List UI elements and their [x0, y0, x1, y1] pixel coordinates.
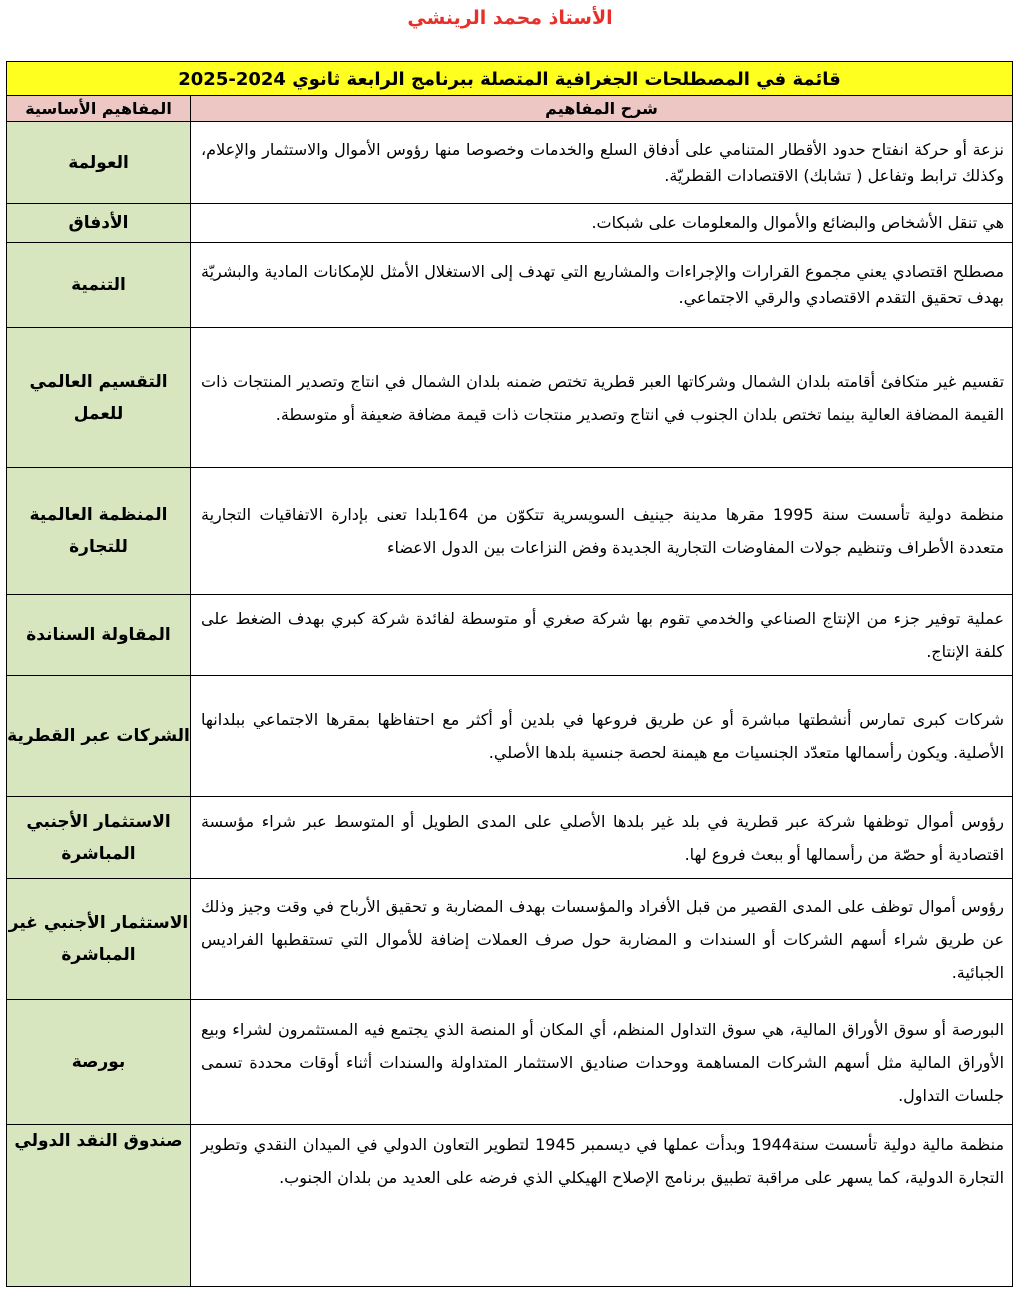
definition-cell: البورصة أو سوق الأوراق المالية، هي سوق التداول المنظم، أي المكان أو المنصة الذي يجتمع فيه المستثمرون لشراء وبيع الأوراق المالية مثل أسهم الشركات المساهمة ووحدات صناديق الاستثمار المتداولة والسندات أثناء أوقات محددة تسمى جلسات التداول.	[191, 1000, 1013, 1125]
term-cell: التقسيم العالمي للعمل	[7, 328, 191, 468]
term-cell: صندوق النقد الدولي	[7, 1125, 191, 1287]
table-row	[7, 797, 1013, 879]
term-cell: الاستثمار الأجنبي غير المباشرة	[7, 879, 191, 1000]
definition-cell: مصطلح اقتصادي يعني مجموع القرارات والإجراءات والمشاريع التي تهدف إلى الاستغلال الأمثل للإمكانات المادية والبشريّة بهدف تحقيق التقدم الاقتصادي والرقي الاجتماعي.	[191, 243, 1013, 328]
table-row	[7, 328, 1013, 468]
definition-cell: عملية توفير جزء من الإنتاج الصناعي والخدمي تقوم بها شركة صغري أو متوسطة لفائدة شركة كبري بهدف الضغط على كلفة الإنتاج.	[191, 595, 1013, 676]
table-row	[7, 879, 1013, 1000]
definition-cell: هي تنقل الأشخاص والبضائع والأموال والمعلومات على شبكات.	[191, 204, 1013, 243]
term-cell: الشركات عبر القطرية	[7, 676, 191, 797]
definitions-header: شرح المفاهيم	[191, 96, 1013, 122]
terms-header: المفاهيم الأساسية	[7, 96, 191, 122]
term-cell: المقاولة السناندة	[7, 595, 191, 676]
term-cell: الأدفاق	[7, 204, 191, 243]
definition-cell: شركات كبرى تمارس أنشطتها مباشرة أو عن طريق فروعها في بلدين أو أكثر مع احتفاظها بمقرها الاجتماعي ببلدانها الأصلية. ويكون رأسمالها متعدّد الجنسيات مع هيمنة لحصة جنسية بلدها الأصلي.	[191, 676, 1013, 797]
term-cell: المنظمة العالمية للتجارة	[7, 468, 191, 595]
glossary-table	[6, 61, 1013, 1287]
table-row	[7, 595, 1013, 676]
table-row	[7, 204, 1013, 243]
definition-cell: تقسيم غير متكافئ أقامته بلدان الشمال وشركاتها العبر قطرية تختص ضمنه بلدان الشمال في انتاج وتصدير المنتجات ذات القيمة المضافة العالية بينما تختص بلدان الجنوب في انتاج وتصدير منتجات ذات قيمة مضافة ضعيفة أو متوسطة.	[191, 328, 1013, 468]
author-name: الأستاذ محمد الرينشي	[407, 7, 613, 29]
table-row	[7, 1000, 1013, 1125]
table-row	[7, 468, 1013, 595]
title-row	[7, 62, 1013, 96]
table-row	[7, 122, 1013, 204]
definition-cell: منظمة دولية تأسست سنة 1995 مقرها مدينة جينيف السويسرية تتكوّن من 164بلدا تعنى بإدارة الاتفاقيات التجارية متعددة الأطراف وتنظيم جولات المفاوضات التجارية الجديدة وفض النزاعات بين الدول الاعضاء	[191, 468, 1013, 595]
table-row	[7, 1125, 1013, 1287]
definition-cell: رؤوس أموال توظف على المدى القصير من قبل الأفراد والمؤسسات بهدف المضاربة و تحقيق الأرباح في وقت وجيز وذلك عن طريق شراء أسهم الشركات أو السندات و المضاربة حول صرف العملات إضافة للأموال التي تستقطبها الفراديس الجبائية.	[191, 879, 1013, 1000]
table-title: قائمة في المصطلحات الجغرافية المتصلة ببرنامج الرابعة ثانوي 2024-2025	[7, 62, 1013, 96]
term-cell: الاستثمار الأجنبي المباشرة	[7, 797, 191, 879]
term-cell: بورصة	[7, 1000, 191, 1125]
table-row	[7, 676, 1013, 797]
definition-cell: منظمة مالية دولية تأسست سنة1944 وبدأت عملها في ديسمبر 1945 لتطوير التعاون الدولي في الميدان النقدي وتطوير التجارة الدولية، كما يسهر على مراقبة تطبيق برنامج الإصلاح الهيكلي الذي فرضه على العديد من بلدان الجنوب.	[191, 1125, 1013, 1287]
term-cell: التنمية	[7, 243, 191, 328]
definition-cell: رؤوس أموال توظفها شركة عبر قطرية في بلد غير بلدها الأصلي على المدى الطويل أو المتوسط عبر شراء مؤسسة اقتصادية أو حصّة من رأسمالها أو ببعث فروع لها.	[191, 797, 1013, 879]
term-cell: العولمة	[7, 122, 191, 204]
header-row	[7, 96, 1013, 122]
table-row	[7, 243, 1013, 328]
definition-cell: نزعة أو حركة انفتاح حدود الأقطار المتنامي على أدفاق السلع والخدمات وخصوصا منها رؤوس الأموال والاستثمار والإعلام، وكذلك ترابط وتفاعل ( تشابك) الاقتصادات القطريّة.	[191, 122, 1013, 204]
